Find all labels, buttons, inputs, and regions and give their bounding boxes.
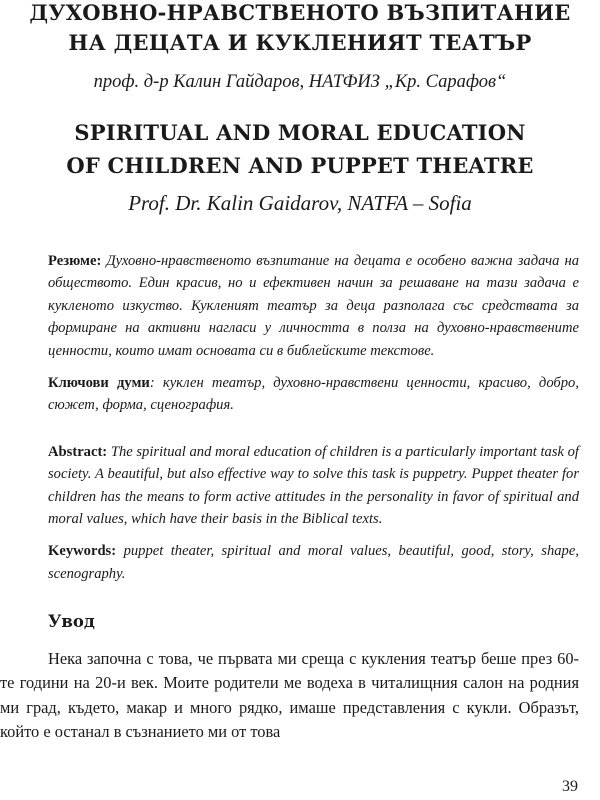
body-paragraph: Нека започна с това, че първата ми среща с кукления театър беше през 60-те години на 20-и век. Моите родители ме водеха в читалищния салон на родния ми град, където, макар и много рядко, имаше представления с кукли. Образът, който е останал в съзнанието ми от това [0, 649, 579, 741]
keywords-en [48, 540, 579, 585]
abstract-en [48, 441, 579, 531]
keywords-en-label: Keywords: [48, 543, 117, 560]
keywords-bg [48, 372, 579, 417]
abstract-bg-text: Духовно-нравственото възпитание на децата е особено важна задача на обществото. Един красив, но и ефективен начин за решаване на тази задача е кукленото изкуство. Кукленият театър за деца разполага със средствата за формиране на активни нагласи у личността в полза на духовно-нравствените ценности, които имат основата си в библейските текстове. [48, 253, 579, 359]
keywords-bg-label: Ключови думи [48, 375, 150, 392]
abstract-bg-label: Резюме: [48, 253, 102, 269]
title-bg-line1: ДУХОВНО-НРАВСТВЕНОТО ВЪЗПИТАНИЕ [29, 0, 571, 25]
abstract-en-text: The spiritual and moral education of children is a particularly important task of society. A beautiful, but also effective way to solve this task is puppetry. Puppet theater for children has the means to form active attitudes in the personality in favor of spiritual and moral values, which have their basis in the Biblical texts. [48, 443, 579, 528]
abstract-bg [48, 250, 579, 362]
page-number: 39 [562, 778, 578, 795]
abstract-en-label: Abstract: [48, 443, 108, 460]
section-heading: Увод [48, 612, 95, 632]
author-en: Prof. Dr. Kalin Gaidarov, NATFA – Sofia [128, 191, 472, 215]
title-en-line1: SPIRITUAL AND MORAL EDUCATION [74, 120, 526, 145]
title-en-line2: OF CHILDREN AND PUPPET THEATRE [66, 153, 534, 178]
keywords-bg-text: : куклен театър, духовно-нравствени ценности, красиво, добро, сюжет, форма, сценография. [48, 375, 580, 414]
title-bg-line2: НА ДЕЦАТА И КУКЛЕНИЯТ ТЕАТЪР [68, 30, 532, 55]
keywords-en-text: puppet theater, spiritual and moral values, beautiful, good, story, shape, scenography. [48, 543, 579, 582]
author-bg: проф. д-р Калин Гайдаров, НАТФИЗ „Кр. Сарафов“ [93, 72, 507, 92]
